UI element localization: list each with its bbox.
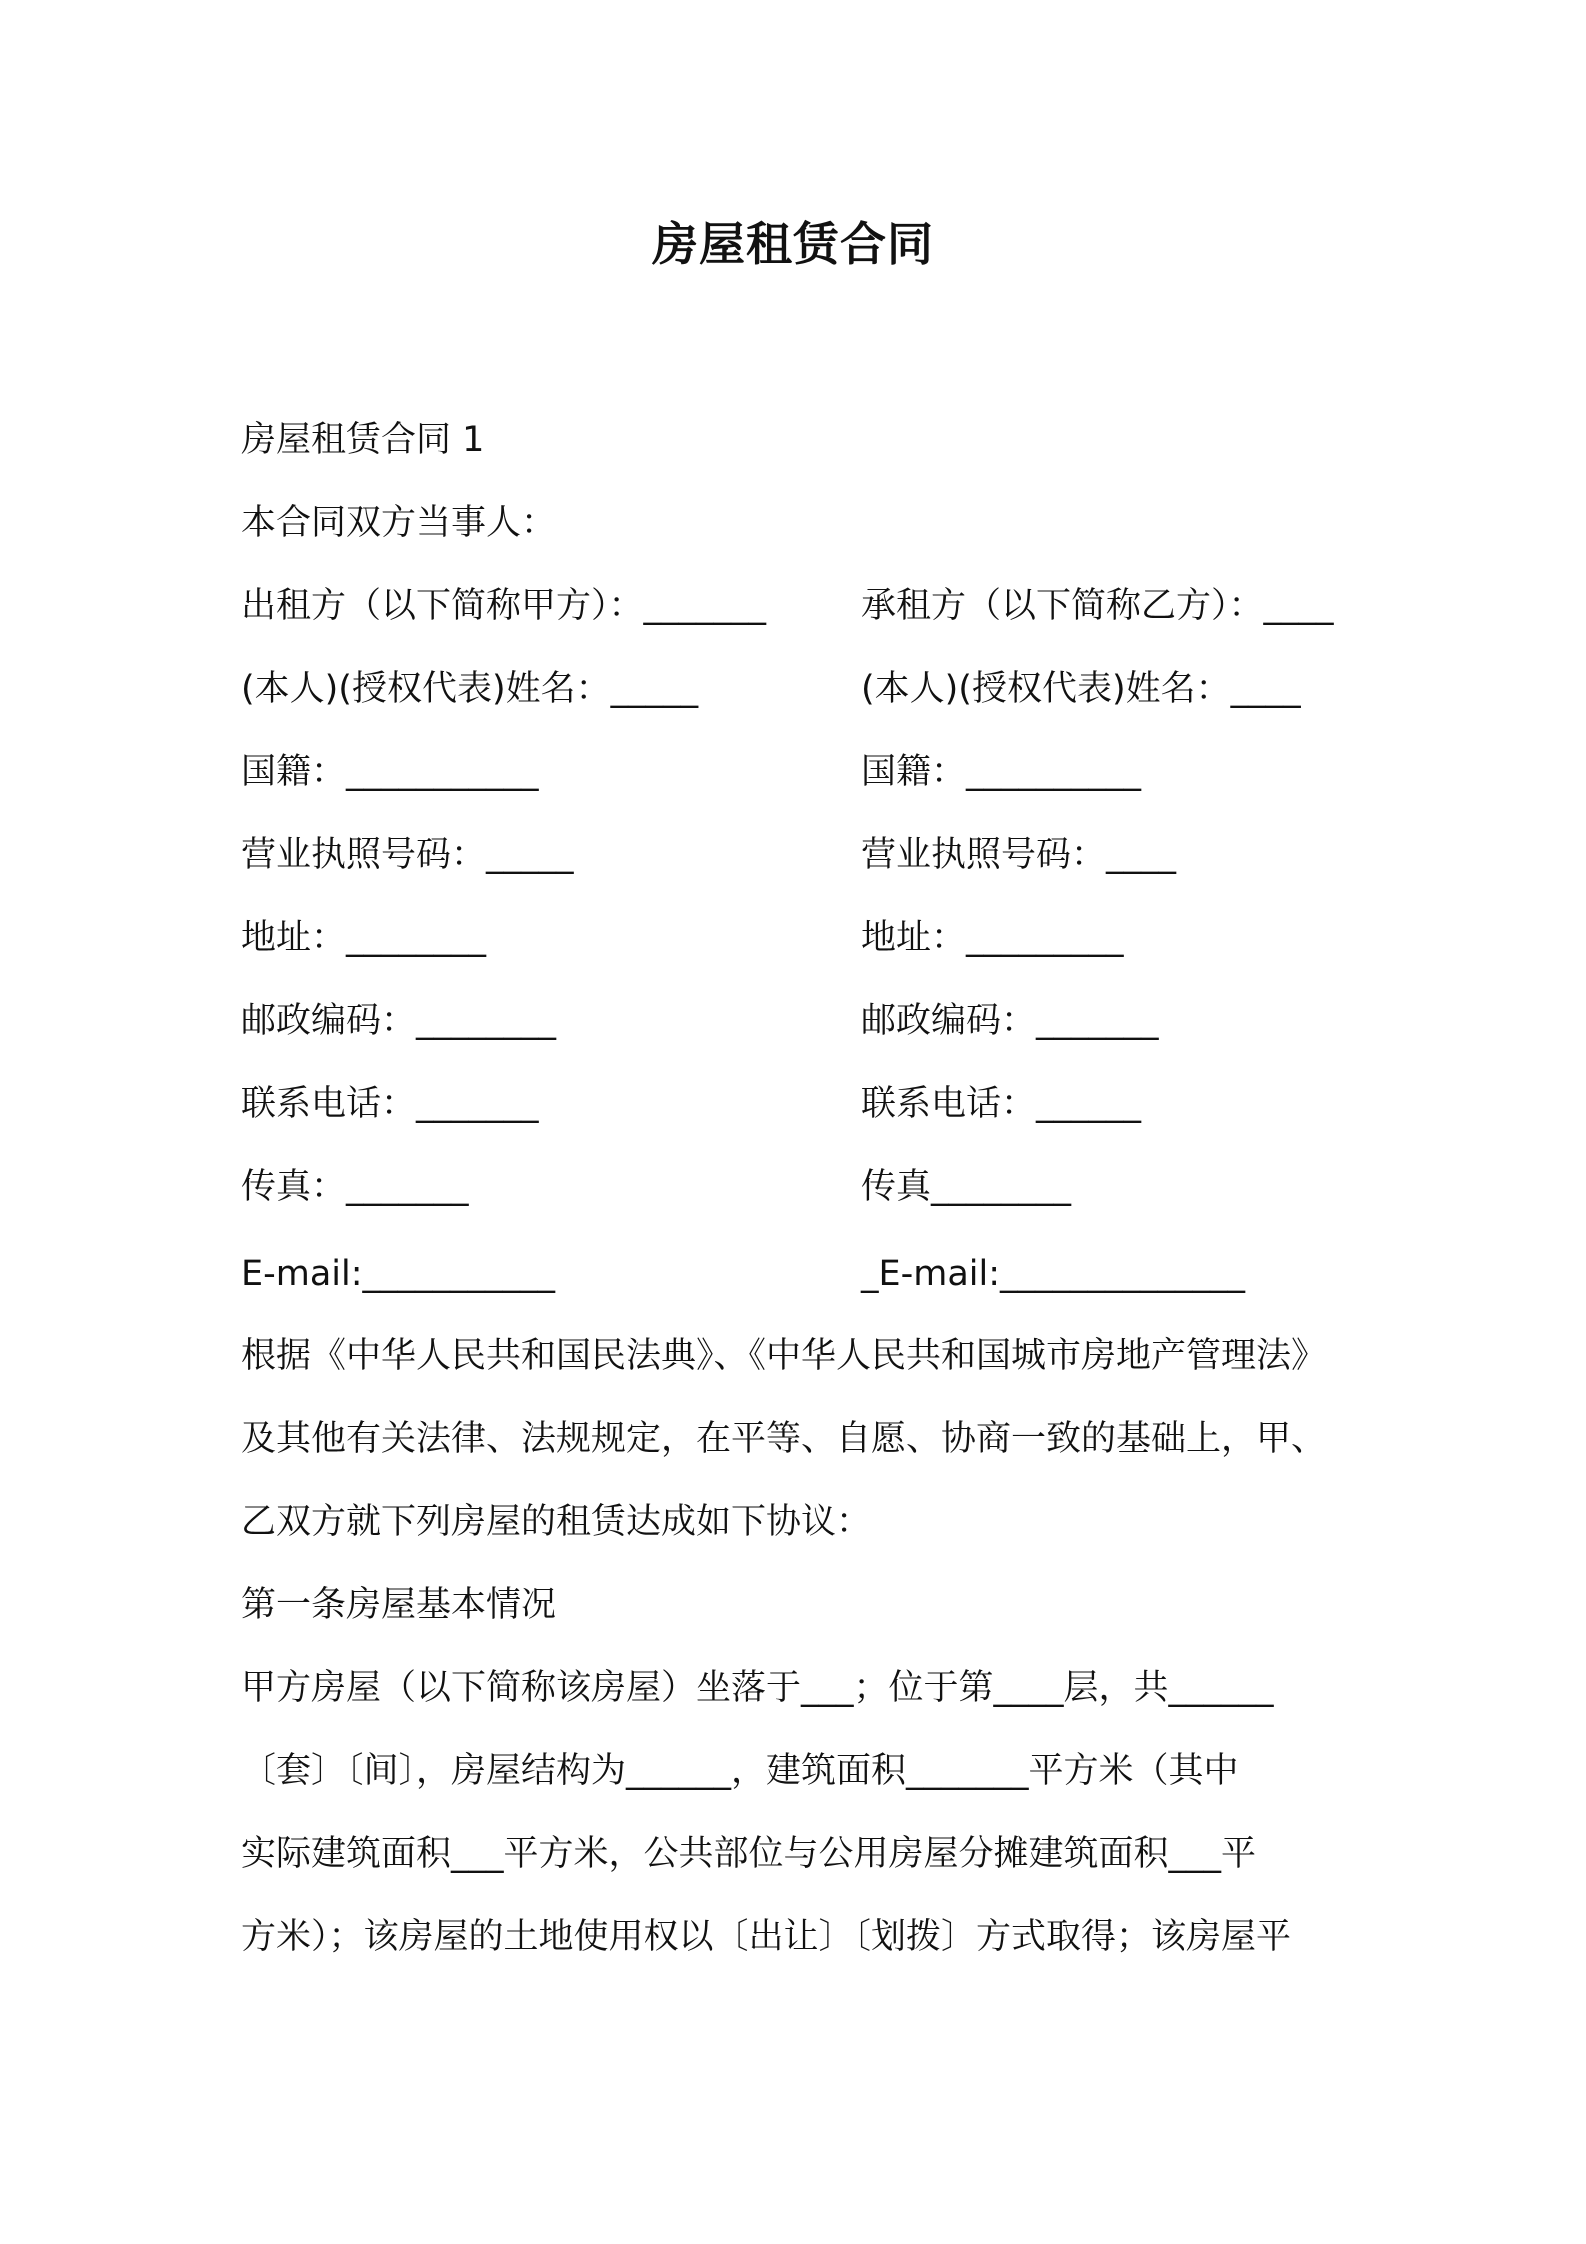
lessor-postcode-field: 邮政编码：________ (241, 1001, 557, 1041)
lessee-address-field: 地址：_________ (861, 918, 1124, 958)
article1-line: 实际建筑面积___平方米，公共部位与公用房屋分摊建筑面积___平 (241, 1834, 1257, 1874)
article1-line: 方米）；该房屋的土地使用权以〔出让〕〔划拨〕方式取得；该房屋平 (241, 1917, 1292, 1957)
article1-line: 甲方房屋（以下简称该房屋）坐落于___；位于第____层，共______ (241, 1668, 1274, 1708)
lessor-email-field: E-mail:___________ (241, 1254, 556, 1294)
lessee-license-field: 营业执照号码：____ (861, 835, 1177, 875)
lessee-nationality-field: 国籍：__________ (861, 752, 1142, 792)
lessor-phone-field: 联系电话：_______ (241, 1084, 539, 1124)
lessor-fax-field: 传真：_______ (241, 1167, 469, 1207)
preamble-line: 根据《中华人民共和国民法典》、《中华人民共和国城市房地产管理法》 (241, 1336, 1327, 1376)
lessor-nationality-field: 国籍：___________ (241, 752, 539, 792)
preamble-line: 及其他有关法律、法规规定，在平等、自愿、协商一致的基础上，甲、 (241, 1419, 1327, 1459)
lessor-representative-field: (本人)(授权代表)姓名：_____ (241, 669, 699, 709)
lessee-fax-field: 传真________ (861, 1167, 1072, 1207)
lessor-name-field: 出租方（以下简称甲方）：_______ (241, 586, 767, 626)
lessee-phone-field: 联系电话：______ (861, 1084, 1142, 1124)
parties-intro: 本合同双方当事人： (241, 503, 557, 543)
preamble-line: 乙双方就下列房屋的租赁达成如下协议： (241, 1502, 872, 1542)
article1-heading: 第一条房屋基本情况 (241, 1585, 557, 1625)
lessee-email-field: _E-mail:______________ (861, 1254, 1246, 1294)
document-title: 房屋租赁合同 (652, 217, 934, 271)
contract-subtitle: 房屋租赁合同 1 (241, 420, 485, 460)
lessee-postcode-field: 邮政编码：_______ (861, 1001, 1159, 1041)
lessee-representative-field: (本人)(授权代表)姓名：____ (861, 669, 1301, 709)
article1-line: 〔套〕〔间〕，房屋结构为______，建筑面积_______平方米（其中 (241, 1751, 1239, 1791)
lessee-name-field: 承租方（以下简称乙方）：____ (861, 586, 1334, 626)
lessor-address-field: 地址：________ (241, 918, 487, 958)
lessor-license-field: 营业执照号码：_____ (241, 835, 574, 875)
